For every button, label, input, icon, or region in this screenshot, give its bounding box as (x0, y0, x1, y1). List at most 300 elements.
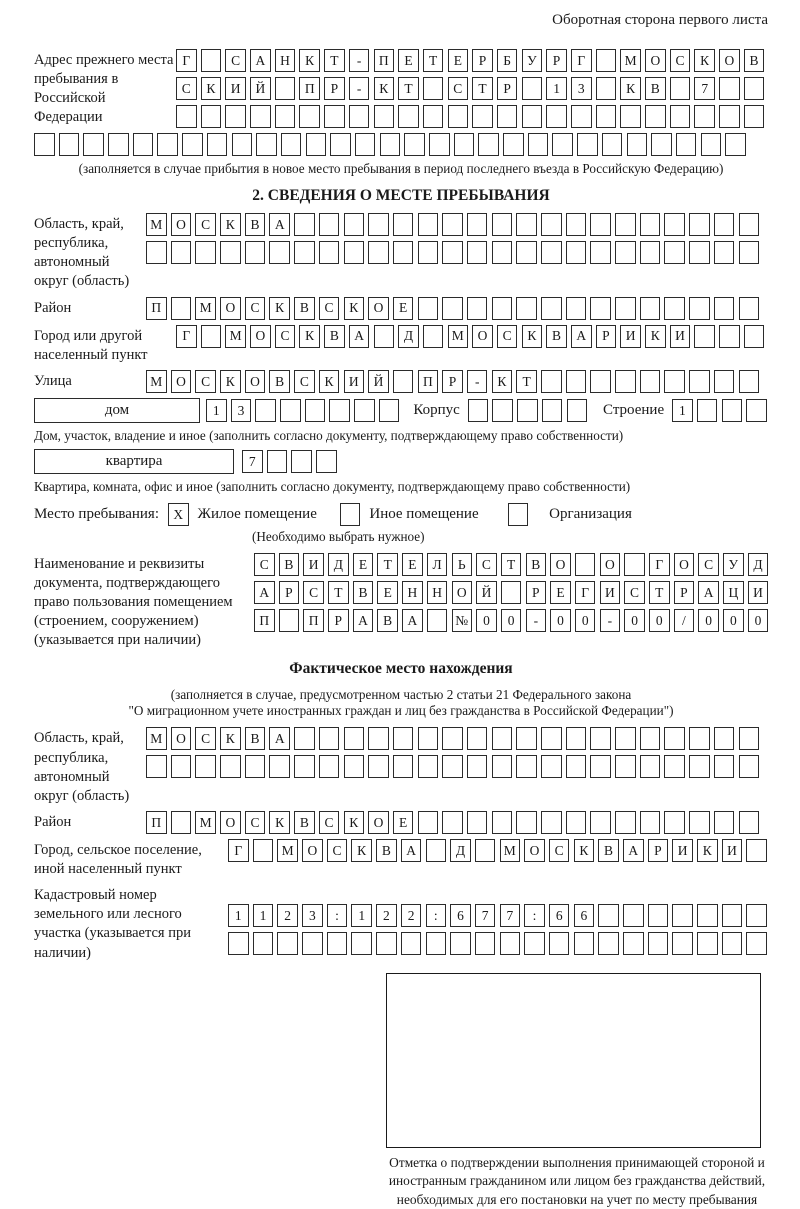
char-box[interactable]: С (176, 77, 197, 100)
char-box[interactable] (442, 213, 463, 236)
char-box[interactable] (201, 49, 222, 72)
char-box[interactable]: 2 (401, 904, 422, 927)
char-box[interactable]: О (368, 811, 389, 834)
char-box[interactable]: Д (450, 839, 471, 862)
char-box[interactable]: С (624, 581, 645, 604)
char-box[interactable] (541, 755, 562, 778)
char-box[interactable] (418, 727, 439, 750)
char-box[interactable]: М (448, 325, 469, 348)
char-box[interactable] (640, 297, 661, 320)
char-box[interactable] (739, 297, 760, 320)
char-box[interactable] (475, 839, 496, 862)
char-box[interactable]: Г (176, 49, 197, 72)
char-box[interactable] (590, 727, 611, 750)
char-box[interactable] (541, 213, 562, 236)
char-box[interactable]: Р (328, 609, 349, 632)
char-box[interactable] (418, 811, 439, 834)
char-box[interactable] (528, 133, 549, 156)
char-box[interactable] (319, 241, 340, 264)
char-box[interactable] (577, 133, 598, 156)
char-box[interactable]: 1 (206, 399, 227, 422)
char-box[interactable] (697, 932, 718, 955)
char-box[interactable]: Т (377, 553, 398, 576)
char-box[interactable]: К (351, 839, 372, 862)
char-box[interactable]: О (550, 553, 571, 576)
char-box[interactable] (664, 297, 685, 320)
char-box[interactable]: Г (228, 839, 249, 862)
char-box[interactable] (34, 133, 55, 156)
char-box[interactable] (672, 904, 693, 927)
char-box[interactable]: И (600, 581, 621, 604)
char-box[interactable]: М (225, 325, 246, 348)
char-box[interactable]: В (294, 297, 315, 320)
char-box[interactable]: С (670, 49, 691, 72)
char-box[interactable] (501, 581, 522, 604)
char-box[interactable]: У (522, 49, 543, 72)
char-box[interactable] (590, 297, 611, 320)
char-box[interactable]: 0 (748, 609, 769, 632)
char-box[interactable] (351, 932, 372, 955)
char-box[interactable]: Р (526, 581, 547, 604)
char-box[interactable] (450, 932, 471, 955)
char-box[interactable] (744, 77, 765, 100)
char-box[interactable] (253, 839, 274, 862)
char-box[interactable] (319, 755, 340, 778)
char-box[interactable]: А (571, 325, 592, 348)
char-box[interactable]: Т (516, 370, 537, 393)
char-box[interactable]: В (269, 370, 290, 393)
char-box[interactable]: 3 (231, 399, 252, 422)
char-box[interactable] (427, 609, 448, 632)
char-box[interactable] (146, 241, 167, 264)
char-box[interactable] (566, 213, 587, 236)
char-box[interactable] (245, 241, 266, 264)
char-box[interactable] (676, 133, 697, 156)
char-box[interactable]: А (349, 325, 370, 348)
char-box[interactable]: С (549, 839, 570, 862)
char-box[interactable]: 2 (376, 904, 397, 927)
char-box[interactable] (146, 755, 167, 778)
char-box[interactable] (133, 133, 154, 156)
char-box[interactable] (492, 213, 513, 236)
char-box[interactable]: П (303, 609, 324, 632)
char-box[interactable]: - (349, 77, 370, 100)
char-box[interactable]: 3 (302, 904, 323, 927)
char-box[interactable]: К (492, 370, 513, 393)
char-box[interactable]: У (723, 553, 744, 576)
char-box[interactable] (575, 553, 596, 576)
char-box[interactable] (228, 932, 249, 955)
char-box[interactable] (590, 241, 611, 264)
char-box[interactable] (664, 370, 685, 393)
char-box[interactable]: К (344, 297, 365, 320)
char-box[interactable]: - (349, 49, 370, 72)
char-box[interactable] (645, 105, 666, 128)
char-box[interactable] (393, 241, 414, 264)
char-box[interactable]: О (674, 553, 695, 576)
char-box[interactable]: 1 (253, 904, 274, 927)
char-box[interactable] (398, 105, 419, 128)
char-box[interactable]: С (476, 553, 497, 576)
char-box[interactable] (492, 241, 513, 264)
char-box[interactable]: Й (250, 77, 271, 100)
char-box[interactable] (404, 133, 425, 156)
char-box[interactable] (330, 133, 351, 156)
char-box[interactable] (664, 755, 685, 778)
char-box[interactable]: 1 (351, 904, 372, 927)
char-box[interactable] (541, 241, 562, 264)
char-box[interactable]: И (748, 581, 769, 604)
char-box[interactable]: В (526, 553, 547, 576)
char-box[interactable]: М (500, 839, 521, 862)
char-box[interactable]: М (146, 370, 167, 393)
char-box[interactable]: К (299, 49, 320, 72)
char-box[interactable] (744, 105, 765, 128)
char-box[interactable] (379, 399, 400, 422)
char-box[interactable] (615, 755, 636, 778)
char-box[interactable]: К (269, 811, 290, 834)
char-box[interactable] (522, 105, 543, 128)
char-box[interactable]: Й (368, 370, 389, 393)
char-box[interactable] (739, 241, 760, 264)
char-box[interactable] (664, 213, 685, 236)
char-box[interactable]: К (574, 839, 595, 862)
char-box[interactable] (454, 133, 475, 156)
char-box[interactable] (232, 133, 253, 156)
char-box[interactable] (648, 932, 669, 955)
char-box[interactable] (567, 399, 588, 422)
char-box[interactable]: В (546, 325, 567, 348)
char-box[interactable]: Е (353, 553, 374, 576)
char-box[interactable]: С (448, 77, 469, 100)
char-box[interactable] (368, 727, 389, 750)
char-box[interactable] (467, 727, 488, 750)
char-box[interactable] (694, 325, 715, 348)
char-box[interactable] (596, 77, 617, 100)
char-box[interactable] (83, 133, 104, 156)
char-box[interactable] (157, 133, 178, 156)
char-box[interactable]: Н (427, 581, 448, 604)
char-box[interactable]: И (620, 325, 641, 348)
char-box[interactable] (714, 727, 735, 750)
char-box[interactable] (418, 755, 439, 778)
char-box[interactable] (225, 105, 246, 128)
char-box[interactable] (108, 133, 129, 156)
char-box[interactable]: А (250, 49, 271, 72)
char-box[interactable] (316, 450, 337, 473)
char-box[interactable] (624, 553, 645, 576)
char-box[interactable]: О (171, 213, 192, 236)
char-box[interactable] (590, 213, 611, 236)
char-box[interactable] (442, 297, 463, 320)
char-box[interactable] (746, 904, 767, 927)
char-box[interactable] (269, 755, 290, 778)
char-box[interactable] (275, 105, 296, 128)
char-box[interactable] (344, 727, 365, 750)
char-box[interactable] (171, 755, 192, 778)
char-box[interactable] (467, 297, 488, 320)
char-box[interactable] (689, 370, 710, 393)
char-box[interactable] (418, 213, 439, 236)
char-box[interactable]: Е (398, 49, 419, 72)
char-box[interactable] (305, 399, 326, 422)
char-box[interactable]: А (269, 213, 290, 236)
char-box[interactable]: 6 (549, 904, 570, 927)
char-box[interactable] (664, 727, 685, 750)
char-box[interactable] (195, 241, 216, 264)
char-box[interactable]: 2 (277, 904, 298, 927)
char-box[interactable]: П (418, 370, 439, 393)
char-box[interactable] (344, 213, 365, 236)
char-box[interactable] (744, 325, 765, 348)
char-box[interactable] (468, 399, 489, 422)
char-box[interactable]: Т (324, 49, 345, 72)
char-box[interactable] (566, 811, 587, 834)
char-box[interactable] (640, 727, 661, 750)
char-box[interactable]: Г (176, 325, 197, 348)
char-box[interactable]: 7 (500, 904, 521, 927)
char-box[interactable] (719, 105, 740, 128)
char-box[interactable]: В (245, 213, 266, 236)
char-box[interactable]: В (598, 839, 619, 862)
char-box[interactable] (393, 213, 414, 236)
char-box[interactable] (267, 450, 288, 473)
char-box[interactable]: Р (546, 49, 567, 72)
char-box[interactable] (176, 105, 197, 128)
char-box[interactable]: Е (550, 581, 571, 604)
apartment-type-box[interactable]: квартира (34, 449, 234, 474)
char-box[interactable] (664, 241, 685, 264)
char-box[interactable]: 0 (501, 609, 522, 632)
char-box[interactable] (739, 755, 760, 778)
char-box[interactable] (442, 811, 463, 834)
char-box[interactable]: С (327, 839, 348, 862)
char-box[interactable]: - (526, 609, 547, 632)
char-box[interactable] (714, 213, 735, 236)
char-box[interactable]: В (377, 609, 398, 632)
char-box[interactable]: В (744, 49, 765, 72)
char-box[interactable] (517, 399, 538, 422)
char-box[interactable] (294, 727, 315, 750)
char-box[interactable]: / (674, 609, 695, 632)
char-box[interactable] (689, 241, 710, 264)
char-box[interactable] (294, 241, 315, 264)
char-box[interactable]: 0 (575, 609, 596, 632)
char-box[interactable] (220, 755, 241, 778)
char-box[interactable] (590, 370, 611, 393)
char-box[interactable]: Е (377, 581, 398, 604)
char-box[interactable] (516, 241, 537, 264)
char-box[interactable] (672, 932, 693, 955)
char-box[interactable]: В (324, 325, 345, 348)
char-box[interactable] (201, 105, 222, 128)
char-box[interactable]: 0 (624, 609, 645, 632)
char-box[interactable] (195, 755, 216, 778)
char-box[interactable] (722, 904, 743, 927)
char-box[interactable]: С (195, 727, 216, 750)
char-box[interactable] (719, 77, 740, 100)
char-box[interactable]: К (694, 49, 715, 72)
char-box[interactable]: П (374, 49, 395, 72)
char-box[interactable] (739, 213, 760, 236)
char-box[interactable] (590, 755, 611, 778)
char-box[interactable] (467, 213, 488, 236)
char-box[interactable]: К (220, 213, 241, 236)
char-box[interactable] (279, 609, 300, 632)
char-box[interactable]: Е (393, 297, 414, 320)
char-box[interactable] (269, 241, 290, 264)
char-box[interactable]: В (353, 581, 374, 604)
char-box[interactable]: 1 (546, 77, 567, 100)
char-box[interactable]: К (299, 325, 320, 348)
char-box[interactable] (746, 932, 767, 955)
char-box[interactable] (467, 755, 488, 778)
char-box[interactable]: В (294, 811, 315, 834)
char-box[interactable] (689, 727, 710, 750)
char-box[interactable]: П (146, 811, 167, 834)
char-box[interactable]: В (279, 553, 300, 576)
char-box[interactable]: 0 (723, 609, 744, 632)
char-box[interactable]: К (374, 77, 395, 100)
char-box[interactable] (640, 213, 661, 236)
char-box[interactable]: Е (448, 49, 469, 72)
char-box[interactable]: О (302, 839, 323, 862)
char-box[interactable] (492, 297, 513, 320)
char-box[interactable]: В (376, 839, 397, 862)
char-box[interactable] (299, 105, 320, 128)
char-box[interactable] (598, 904, 619, 927)
char-box[interactable]: О (171, 370, 192, 393)
char-box[interactable] (623, 932, 644, 955)
char-box[interactable] (590, 811, 611, 834)
char-box[interactable] (171, 811, 192, 834)
char-box[interactable]: Р (472, 49, 493, 72)
char-box[interactable] (255, 399, 276, 422)
char-box[interactable] (714, 370, 735, 393)
char-box[interactable] (475, 932, 496, 955)
char-box[interactable] (294, 213, 315, 236)
char-box[interactable]: Й (476, 581, 497, 604)
char-box[interactable]: И (672, 839, 693, 862)
char-box[interactable]: О (600, 553, 621, 576)
char-box[interactable] (442, 241, 463, 264)
char-box[interactable]: : (524, 904, 545, 927)
char-box[interactable]: - (600, 609, 621, 632)
char-box[interactable] (546, 105, 567, 128)
char-box[interactable]: Д (328, 553, 349, 576)
char-box[interactable] (524, 932, 545, 955)
char-box[interactable] (664, 811, 685, 834)
char-box[interactable]: Р (497, 77, 518, 100)
char-box[interactable]: С (294, 370, 315, 393)
char-box[interactable] (719, 325, 740, 348)
char-box[interactable] (542, 399, 563, 422)
char-box[interactable] (426, 839, 447, 862)
char-box[interactable] (368, 755, 389, 778)
char-box[interactable] (615, 297, 636, 320)
char-box[interactable] (319, 213, 340, 236)
char-box[interactable] (598, 932, 619, 955)
char-box[interactable] (277, 932, 298, 955)
char-box[interactable] (423, 105, 444, 128)
char-box[interactable] (623, 904, 644, 927)
char-box[interactable] (448, 105, 469, 128)
char-box[interactable] (566, 755, 587, 778)
char-box[interactable] (541, 727, 562, 750)
char-box[interactable]: С (225, 49, 246, 72)
char-box[interactable] (302, 932, 323, 955)
char-box[interactable] (59, 133, 80, 156)
char-box[interactable] (574, 932, 595, 955)
char-box[interactable]: А (402, 609, 423, 632)
char-box[interactable]: 0 (476, 609, 497, 632)
char-box[interactable] (380, 133, 401, 156)
char-box[interactable]: К (344, 811, 365, 834)
char-box[interactable]: И (344, 370, 365, 393)
char-box[interactable]: М (195, 297, 216, 320)
char-box[interactable]: Е (393, 811, 414, 834)
char-box[interactable]: С (698, 553, 719, 576)
char-box[interactable]: К (522, 325, 543, 348)
char-box[interactable] (549, 932, 570, 955)
char-box[interactable] (640, 370, 661, 393)
char-box[interactable] (207, 133, 228, 156)
char-box[interactable]: П (146, 297, 167, 320)
char-box[interactable] (220, 241, 241, 264)
char-box[interactable]: О (245, 370, 266, 393)
char-box[interactable]: О (368, 297, 389, 320)
char-box[interactable]: 1 (228, 904, 249, 927)
char-box[interactable] (689, 297, 710, 320)
char-box[interactable] (640, 811, 661, 834)
char-box[interactable]: Д (748, 553, 769, 576)
char-box[interactable] (615, 727, 636, 750)
char-box[interactable] (256, 133, 277, 156)
char-box[interactable]: П (254, 609, 275, 632)
char-box[interactable] (492, 755, 513, 778)
char-box[interactable]: К (220, 727, 241, 750)
char-box[interactable]: А (698, 581, 719, 604)
char-box[interactable]: С (245, 811, 266, 834)
char-box[interactable] (640, 755, 661, 778)
char-box[interactable] (368, 241, 389, 264)
char-box[interactable] (651, 133, 672, 156)
char-box[interactable] (253, 932, 274, 955)
char-box[interactable]: Б (497, 49, 518, 72)
house-type-box[interactable]: дом (34, 398, 200, 423)
char-box[interactable] (670, 105, 691, 128)
char-box[interactable] (426, 932, 447, 955)
char-box[interactable]: О (472, 325, 493, 348)
char-box[interactable]: 0 (698, 609, 719, 632)
char-box[interactable]: О (250, 325, 271, 348)
char-box[interactable] (739, 370, 760, 393)
char-box[interactable] (201, 325, 222, 348)
char-box[interactable] (368, 213, 389, 236)
char-box[interactable] (596, 105, 617, 128)
char-box[interactable] (492, 811, 513, 834)
char-box[interactable]: К (620, 77, 641, 100)
char-box[interactable]: К (269, 297, 290, 320)
char-box[interactable] (344, 755, 365, 778)
char-box[interactable]: Т (501, 553, 522, 576)
char-box[interactable] (429, 133, 450, 156)
char-box[interactable] (472, 105, 493, 128)
checkbox-other-premises[interactable] (340, 503, 361, 526)
char-box[interactable] (697, 904, 718, 927)
char-box[interactable]: С (245, 297, 266, 320)
char-box[interactable] (746, 839, 767, 862)
